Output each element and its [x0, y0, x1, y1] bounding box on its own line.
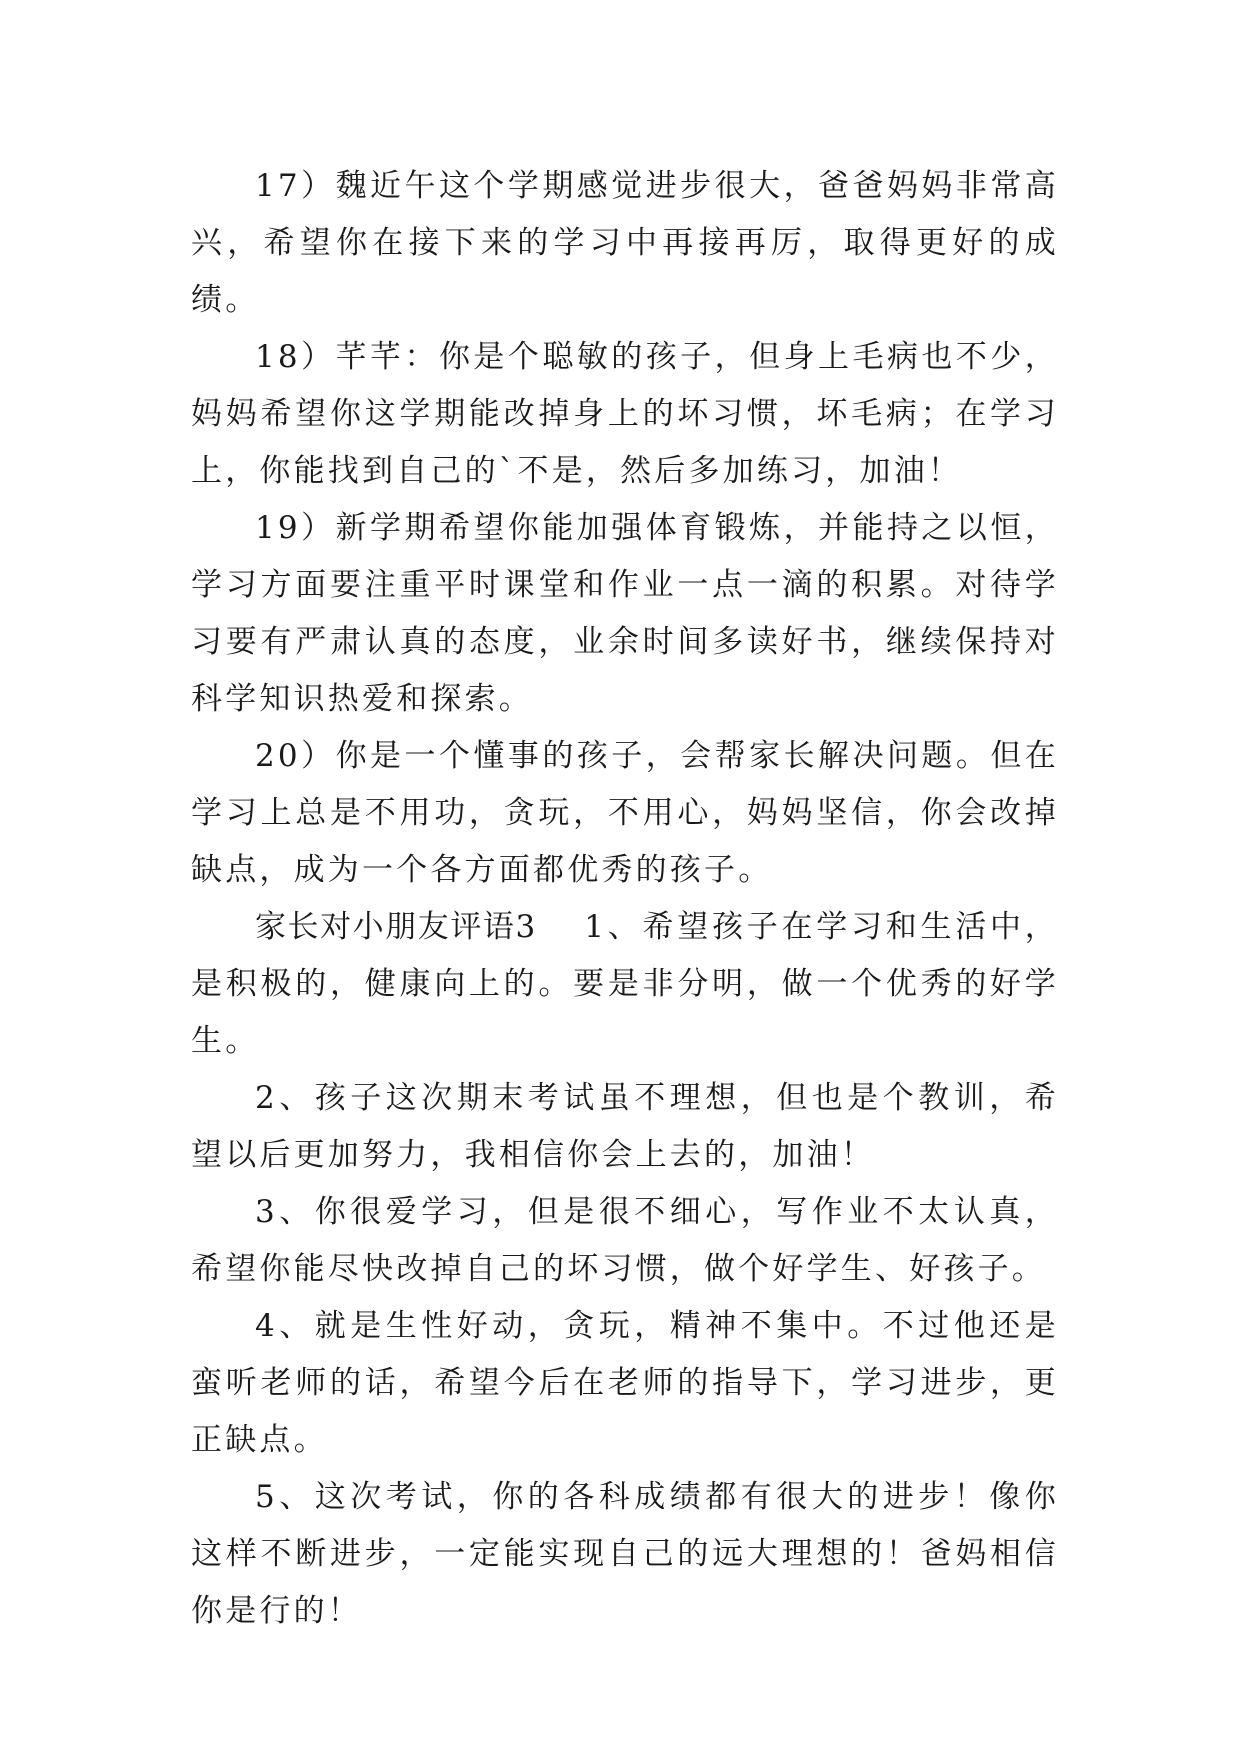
comment-paragraph-17: 17）魏近午这个学期感觉进步很大，爸爸妈妈非常高兴，希望你在接下来的学习中再接再厉，取得更好的成绩。: [191, 168, 1059, 318]
comment-paragraph-18: 18）芊芊：你是个聪敏的孩子，但身上毛病也不少，妈妈希望你这学期能改掉身上的坏习惯，坏毛病；在学习上，你能找到自己的`不是，然后多加练习，加油！: [191, 339, 1059, 489]
section-heading-paragraph: [191, 899, 1059, 1070]
comment-item-4: 4、就是生性好动，贪玩，精神不集中。不过他还是蛮听老师的话，希望今后在老师的指导下，学习进步，更正缺点。: [191, 1308, 1059, 1458]
comment-item-3: 3、你很爱学习，但是很不细心，写作业不太认真，希望你能尽快改掉自己的坏习惯，做个好学生、好孩子。: [191, 1194, 1059, 1287]
comment-item-5: 5、这次考试，你的各科成绩都有很大的进步！像你这样不断进步，一定能实现自己的远大理想的！爸妈相信你是行的！: [191, 1479, 1059, 1629]
document-body: [191, 158, 1059, 1640]
comment-item-2: 2、孩子这次期末考试虽不理想，但也是个教训，希望以后更加努力，我相信你会上去的，加油！: [191, 1080, 1059, 1173]
comment-item-1: 1、希望孩子在学习和生活中，是积极的，健康向上的。要是非分明，做一个优秀的好学生。: [191, 909, 1059, 1059]
section-title: 家长对小朋友评语3: [255, 909, 537, 945]
comment-paragraph-20: 20）你是一个懂事的孩子，会帮家长解决问题。但在学习上总是不用功，贪玩，不用心，妈妈坚信，你会改掉缺点，成为一个各方面都优秀的孩子。: [191, 738, 1059, 888]
comment-paragraph-19: 19）新学期希望你能加强体育锻炼，并能持之以恒，学习方面要注重平时课堂和作业一点一滴的积累。对待学习要有严肃认真的态度，业余时间多读好书，继续保持对科学知识热爱和探索。: [191, 510, 1059, 717]
